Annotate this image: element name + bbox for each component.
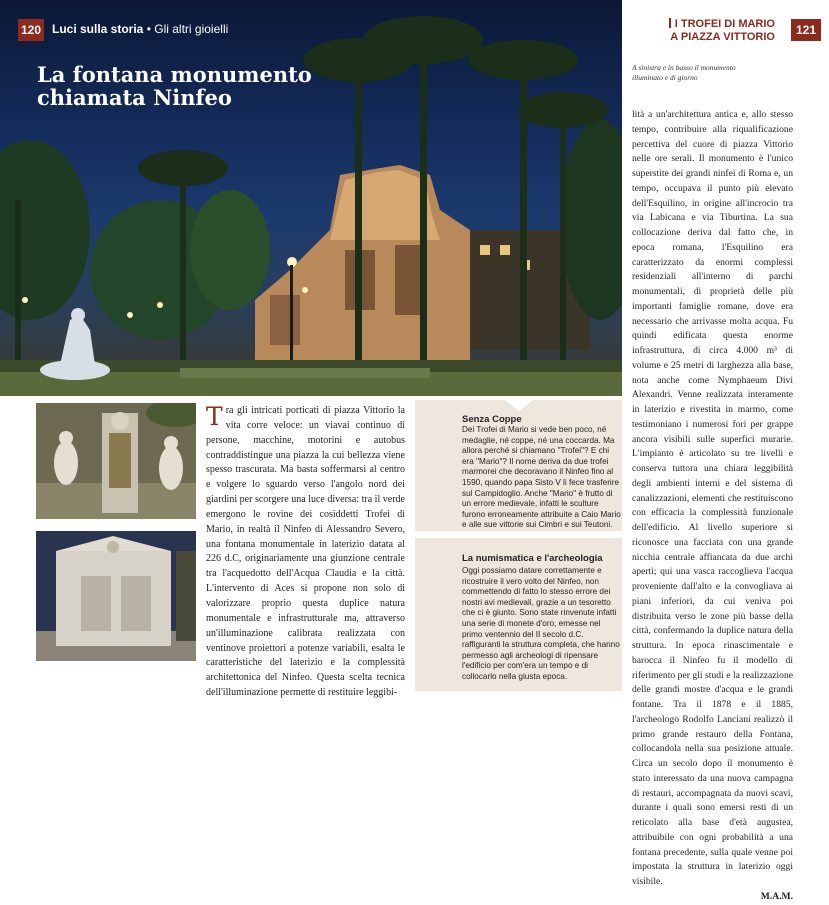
article-paragraph-1 bbox=[206, 404, 405, 701]
section-title: Luci sulla storia bbox=[52, 22, 144, 36]
article-title-line2: chiamata Ninfeo bbox=[37, 85, 232, 110]
article-paragraph-2: lità a un'architettura antica e, allo stesso tempo, contribuire alla riqualificazione percettiva del cuore di piazza Vittorio nelle ore serali. Il monumento è l'unico superstite dei grandi ninfei di Roma e, un tempo, occupava il punto più elevato dell'Esquilino, in origine all'incrocio tra via Labicana e via Tiburtina. La sua collocazione deriva dal fatto che, in epoca romana, l'Esquilino era caratterizzato da enormi complessi residenziali all'interno di parchi monumentali, di proprietà delle più importanti famiglie romane, dove era necessario che arrivasse molta acqua. Fu quindi edificata questa enorme infrastruttura, di circa 4.000 m³ di volume e 25 metri di larghezza alla base, nota anche come Nymphaeum Divi Alexandri. Venne realizzata interamente in laterizio e rivestita in marmo, come testimoniano i numerosi fori per grappe ancora visibili sulle superfici murarie. L'impianto è articolato su tre livelli e conserva tuttora una chiara leggibilità degli ambienti interni e del sistema di canalizzazioni, elementi che restituiscono con efficacia la complessità funzionale dell'edificio. Al livello superiore si riconosce una facciata con una grande nicchia centrale affiancata da due archi aperti; qui una vasca raccoglieva l'acqua proveniente dall'alto e la convogliava ai piani inferiori, da cui veniva poi distribuita verso le zone più basse della città, confermando la duplice natura della struttura. In epoca rinascimentale e barocca il Ninfeo fu il modello di riferimento per gli studi e la realizzazione delle grandi mostre d'acqua e le grandi fontane. Tra il 1878 e il 1885, l'archeologo Rodolfo Lanciani realizzò il primo grande restauro della Fontana, collocandola nella sua posizione attuale. Circa un secolo dopo il monumento è stato interessato da una nuova campagna di restauri, accompagnata da nuovi scavi, durante i quali sono emersi resti di un reticolato alla base d'età augustea, attribuibile con ogni probabilità a una fontana precedente, sulla quale venne poi impostata la struttura in laterizio oggi visibile. bbox=[632, 109, 793, 887]
photo-caption bbox=[632, 63, 802, 83]
sidebar-box-senza-coppe bbox=[415, 400, 622, 531]
chapter-header bbox=[669, 18, 775, 44]
photo-night-monument bbox=[36, 531, 196, 661]
photo-day-trophies bbox=[36, 403, 196, 519]
sidebar-box-numismatica bbox=[415, 538, 622, 691]
section-subtitle: Gli altri gioielli bbox=[154, 22, 229, 36]
article-title-line1: La fontana monumento bbox=[37, 62, 312, 87]
article-body-column-right bbox=[632, 108, 793, 905]
article-title bbox=[37, 63, 312, 109]
section-separator: • bbox=[146, 22, 155, 36]
sidebar-text: Oggi possiamo datare correttamente e ricostruire il vero volto del Ninfeo, non commettendo di fatto lo stesso errore dei nostri avi medievali, grazie a un tesoretto che ci è giunto. Sono state rinvenute infatti una serie di monete d'oro, emesse nel primo ventennio del II secolo d.C. raffiguranti la struttura completa, che hanno permesso agli archeologi di ripensare l'edificio per com'era un tempo e di collocarlo nella giusta epoca. bbox=[462, 566, 620, 681]
drop-cap: T bbox=[206, 402, 223, 431]
hero-photo-fountain-night bbox=[0, 0, 622, 396]
header-bar-icon bbox=[669, 18, 671, 28]
page-number-right: 121 bbox=[791, 19, 821, 41]
sidebar-tab-notch bbox=[505, 400, 533, 411]
article-paragraph-1-text: ra gli intricati porticati di piazza Vittorio la vita corre veloce: un viavai continuo di persone, macchine, motorini e autobus contraddistingue una piazza la cui bellezza viene spesso trascurata. Ma basta soffermarsi al centro e volgere lo sguardo verso l'angolo nord dei giardini per scorgere una luce diversa: tra il verde emergono le rovine dei cosiddetti Trofei di Mario, in realtà il Ninfeo di Alessandro Severo, una fontana monumentale in laterizio datata al 226 d.C, originariamente una giunzione centrale tra l'acquedotto dell'Acqua Claudia e la città. L'intervento di Aces si propone non solo di valorizzare proprio questa duplice natura monumentale e infrastrutturale ma, attraverso un'illuminazione calibrata realizzata con ventinove proiettori a potenze variabili, esalta le caratteristiche del laterizio e la complessità architettonica del Ninfeo. Questa scelta tecnica dell'illuminazione permette di restituire leggibi- bbox=[206, 405, 405, 699]
caption-line1: A sinistra e in basso il monumento bbox=[632, 63, 736, 72]
sidebar-text: Dei Trofei di Mario si vede ben poco, né medaglie, né coppe, né una coccarda. Ma allora perché si chiamano "Trofei"? E chi era "Mario"? Il nome deriva da due trofei marmorei che decoravano il Ninfeo fino al 1590, quando papa Sisto V li fece trasferire sul Campidoglio. Anche "Mario" è frutto di un errore medievale, infatti le sculture furono erroneamente attribuite a Caio Mario e alle sue vittorie sui Cimbri e sui Teutoni. bbox=[462, 425, 621, 530]
chapter-title-line1: I TROFEI DI MARIO bbox=[674, 18, 775, 30]
section-header bbox=[52, 22, 228, 36]
chapter-title-line2: A PIAZZA VITTORIO bbox=[670, 31, 775, 43]
page-number-left: 120 bbox=[18, 19, 44, 41]
author-signature: M.A.M. bbox=[760, 890, 793, 902]
photo-day-illustration bbox=[36, 403, 196, 519]
article-body-column bbox=[206, 404, 405, 701]
photo-night-illustration bbox=[36, 531, 196, 661]
hero-illustration bbox=[0, 0, 622, 396]
caption-line2: illuminato e di giorno bbox=[632, 73, 698, 82]
sidebar-heading: La numismatica e l'archeologia bbox=[462, 553, 603, 564]
sidebar-heading: Senza Coppe bbox=[462, 414, 522, 425]
